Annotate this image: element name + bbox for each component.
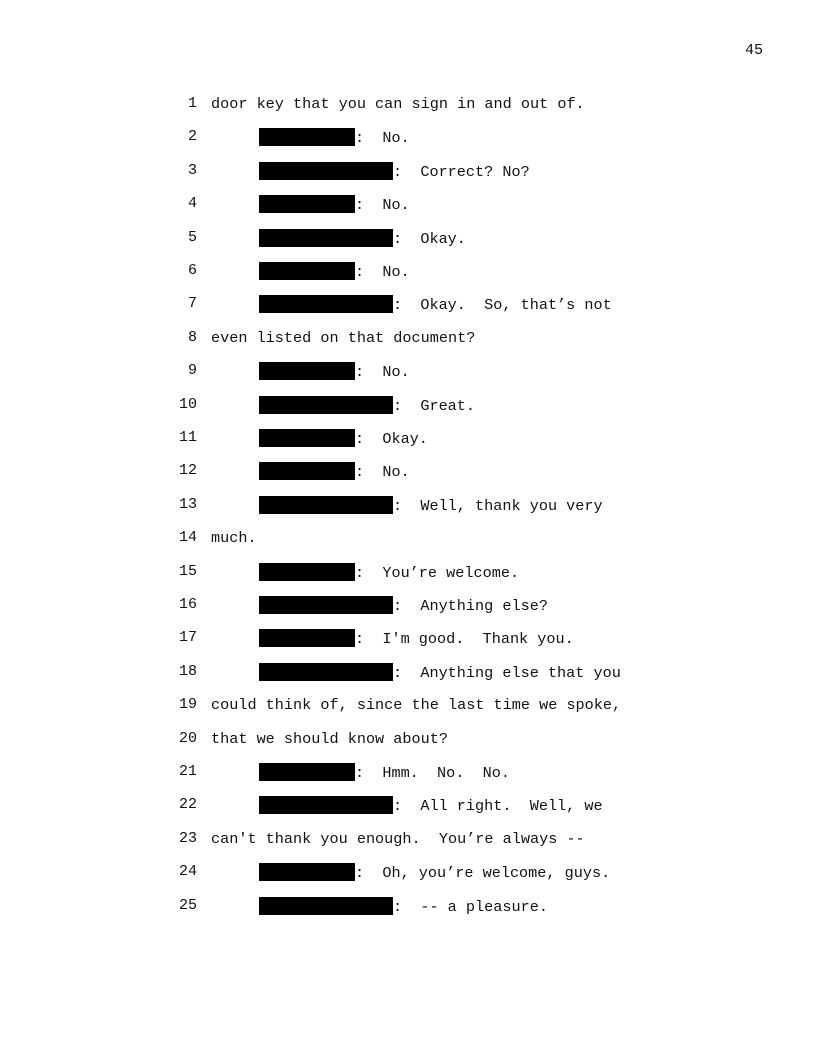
line-text: [211, 663, 621, 682]
line-text: [211, 429, 428, 448]
redacted-speaker-name: [259, 229, 393, 247]
redacted-speaker-name: [259, 128, 355, 146]
redacted-speaker-name: [259, 195, 355, 213]
line-number: 15: [178, 562, 197, 580]
line-text: [211, 696, 621, 714]
line-number: 4: [187, 195, 197, 213]
transcript-line: [0, 454, 816, 487]
transcript-line: [0, 488, 816, 521]
line-text: [211, 496, 603, 515]
redacted-speaker-name: [259, 897, 393, 915]
line-number: 12: [178, 462, 197, 480]
redacted-speaker-name: [259, 429, 355, 447]
line-content: : Well, thank you very: [393, 496, 603, 515]
line-number: 2: [187, 128, 197, 146]
redacted-speaker-name: [259, 396, 393, 414]
line-text: [211, 95, 585, 113]
redacted-speaker-name: [259, 462, 355, 480]
line-number: 13: [178, 495, 197, 513]
transcript-line: [0, 154, 816, 187]
line-content: can't thank you enough. You’re always --: [211, 829, 585, 848]
line-content: : You’re welcome.: [355, 563, 520, 582]
line-number: 7: [187, 295, 197, 313]
transcript-line: [0, 889, 816, 922]
line-content: : Okay.: [355, 430, 428, 448]
line-number: 23: [178, 829, 197, 847]
line-number: 17: [178, 629, 197, 647]
line-text: [211, 796, 603, 815]
line-content: : No.: [355, 463, 410, 482]
line-number: 5: [187, 228, 197, 246]
page-number: 45: [744, 42, 763, 59]
transcript-line: [0, 621, 816, 654]
redacted-speaker-name: [259, 863, 355, 881]
line-content: : I'm good. Thank you.: [355, 630, 574, 649]
line-number: 21: [178, 763, 197, 780]
line-number: 3: [187, 161, 197, 179]
line-content: : No.: [355, 263, 410, 281]
transcript-line: [0, 822, 816, 855]
line-number: 20: [178, 729, 197, 747]
line-number: 9: [187, 362, 197, 380]
redacted-speaker-name: [259, 663, 393, 681]
line-content: : Anything else that you: [393, 663, 621, 682]
redacted-speaker-name: [259, 496, 393, 514]
line-number: 11: [178, 429, 197, 446]
transcript-line: [0, 354, 816, 387]
redacted-speaker-name: [259, 162, 393, 180]
line-number: 1: [187, 95, 197, 112]
line-text: [211, 897, 548, 916]
line-content: : No.: [355, 129, 410, 148]
line-content: even listed on that document?: [211, 328, 476, 347]
redacted-speaker-name: [259, 362, 355, 380]
line-content: : All right. Well, we: [393, 797, 603, 816]
line-text: [211, 529, 257, 547]
line-number: 24: [178, 863, 197, 881]
transcript-line: [0, 788, 816, 821]
line-text: [211, 195, 410, 214]
line-text: [211, 763, 510, 782]
transcript-line: [0, 855, 816, 888]
line-number: 16: [178, 596, 197, 613]
line-content: : Oh, you’re welcome, guys.: [355, 864, 611, 883]
transcript-line: [0, 388, 816, 421]
line-text: [211, 162, 530, 181]
line-text: [211, 128, 410, 147]
transcript-line: [0, 287, 816, 320]
redacted-speaker-name: [259, 563, 355, 581]
redacted-speaker-name: [259, 763, 355, 781]
line-text: [211, 596, 548, 615]
transcript-line: [0, 655, 816, 688]
line-number: 18: [178, 662, 197, 680]
line-content: door key that you can sign in and out of.: [211, 95, 585, 113]
transcript-line: [0, 421, 816, 454]
transcript-line: [0, 187, 816, 220]
transcript-line: [0, 321, 816, 354]
line-content: : Okay. So, that’s not: [393, 296, 612, 315]
line-text: [211, 563, 519, 582]
transcript-line: [0, 120, 816, 153]
redacted-speaker-name: [259, 629, 355, 647]
transcript-line: [0, 254, 816, 287]
line-content: : Okay.: [393, 229, 466, 248]
line-number: 10: [178, 395, 197, 413]
line-text: [211, 262, 410, 281]
line-text: [211, 362, 410, 381]
line-text: [211, 462, 410, 481]
line-number: 25: [178, 896, 197, 914]
transcript-line: [0, 555, 816, 588]
line-content: : Hmm. No. No.: [355, 764, 510, 782]
line-text: [211, 730, 448, 748]
redacted-speaker-name: [259, 596, 393, 614]
line-text: [211, 329, 475, 347]
line-text: [211, 863, 610, 882]
line-number: 19: [178, 696, 197, 714]
transcript-line: [0, 221, 816, 254]
line-content: : -- a pleasure.: [393, 897, 548, 916]
transcript-line: [0, 722, 816, 755]
line-content: : Great.: [393, 396, 476, 415]
line-content: that we should know about?: [211, 729, 448, 748]
line-text: [211, 830, 585, 848]
line-text: [211, 629, 574, 648]
line-content: : No.: [355, 196, 410, 215]
line-content: : No.: [355, 363, 410, 382]
transcript-line: [0, 755, 816, 788]
redacted-speaker-name: [259, 295, 393, 313]
redacted-speaker-name: [259, 796, 393, 814]
line-content: : Anything else?: [393, 597, 548, 615]
line-text: [211, 229, 466, 248]
transcript-line: [0, 521, 816, 554]
transcript-line: [0, 688, 816, 721]
line-number: 14: [178, 529, 197, 547]
line-content: could think of, since the last time we spoke,: [211, 696, 622, 715]
line-text: [211, 295, 612, 314]
line-content: much.: [211, 529, 257, 548]
line-number: 6: [187, 262, 197, 279]
redacted-speaker-name: [259, 262, 355, 280]
transcript-line: [0, 87, 816, 120]
line-number: 8: [187, 328, 197, 346]
transcript-line: [0, 588, 816, 621]
line-content: : Correct? No?: [393, 162, 530, 181]
line-number: 22: [178, 796, 197, 814]
line-text: [211, 396, 475, 415]
